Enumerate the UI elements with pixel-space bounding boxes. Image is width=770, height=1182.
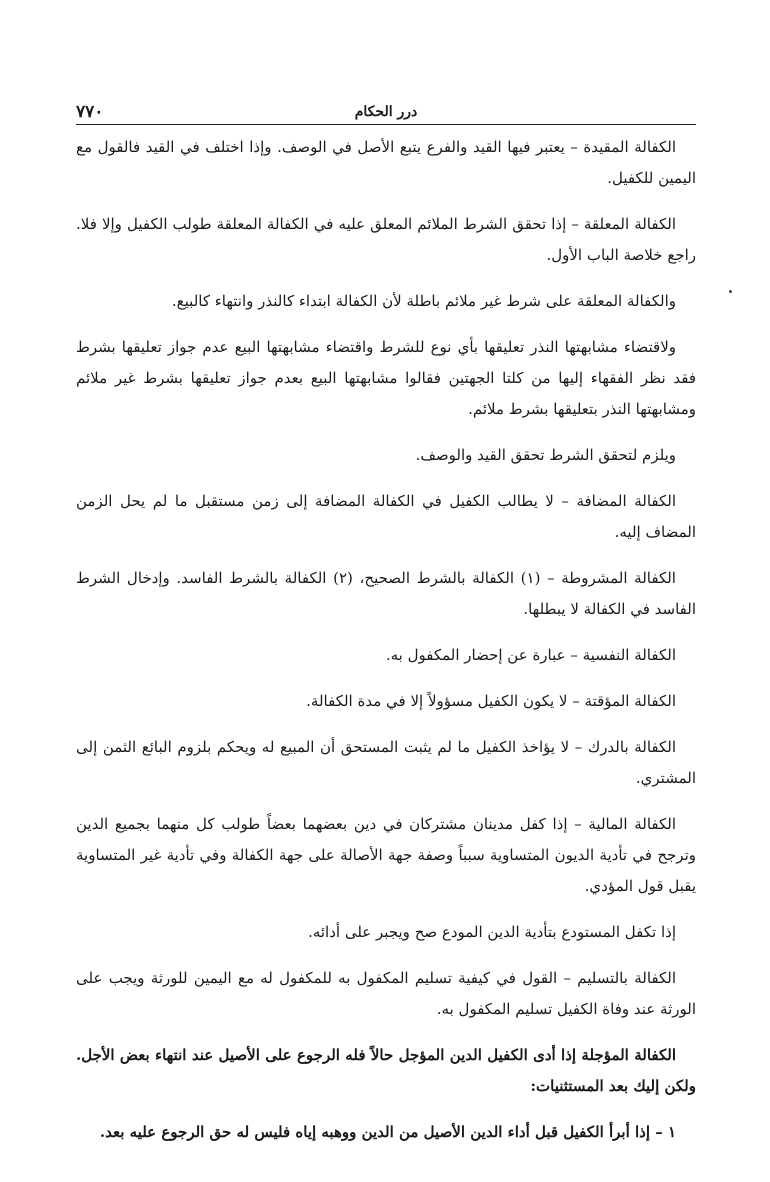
paragraph-deferred-guarantee: الكفالة المضافة – لا يطالب الكفيل في الكفالة المضافة إلى زمن مستقبل ما لم يحل الزمن المضاف إليه. xyxy=(76,492,696,541)
paragraph-delivery-guarantee: الكفالة بالتسليم – القول في كيفية تسليم المكفول به للمكفول له مع اليمين للورثة ويجب على الورثة عند وفاة الكفيل تسليم المكفول به. xyxy=(76,969,696,1018)
paragraph-personal-guarantee: الكفالة النفسية – عبارة عن إحضار المكفول به. xyxy=(385,646,676,664)
paragraph-restricted-guarantee: الكفالة المقيدة – يعتبر فيها القيد والفرع يتبع الأصل في الوصف. وإذا اختلف في القيد فالقول مع اليمين للكفيل. xyxy=(76,138,696,187)
paragraph-title-guarantee: الكفالة بالدرك – لا يؤاخذ الكفيل ما لم يثبت المستحق أن المبيع له ويحكم بلزوم البائع الثمن إلى المشتري. xyxy=(76,738,696,787)
page-body xyxy=(76,132,696,1163)
paragraph-condition-fulfillment: ويلزم لتحقق الشرط تحقق القيد والوصف. xyxy=(415,446,676,464)
book-title: درر الحكام xyxy=(354,104,418,120)
paragraph-deferred-payment-guarantee: الكفالة المؤجلة إذا أدى الكفيل الدين المؤجل حالاً فله الرجوع على الأصيل عند انتهاء بعض الأجل. ولكن إليك بعد المستثنيات: xyxy=(76,1046,696,1095)
margin-mark xyxy=(729,290,732,293)
paragraph-depositary-guarantee: إذا تكفل المستودع بتأدية الدين المودع صح ويجبر على أدائه. xyxy=(308,923,676,941)
header-rule xyxy=(76,124,696,125)
paragraph-stipulated-guarantee: الكفالة المشروطة – (١) الكفالة بالشرط الصحيح، (٢) الكفالة بالشرط الفاسد. وإدخال الشرط الفاسد في الكفالة لا يبطلها. xyxy=(76,569,696,618)
paragraph-conditional-guarantee: الكفالة المعلقة – إذا تحقق الشرط الملائم المعلق عليه في الكفالة المعلقة طولب الكفيل وإلا فلا. راجع خلاصة الباب الأول. xyxy=(76,215,696,264)
page-header xyxy=(76,94,696,124)
paragraph-vow-sale-analogy: ولاقتضاء مشابهتها النذر تعليقها بأي نوع للشرط واقتضاء مشابهتها البيع عدم جواز تعليقها بشرط فقد نظر الفقهاء إليها من كلتا الجهتين فقالوا مشابهتها البيع بعدم جواز تعليقها بشرط غير ملائم ومشابهتها النذر بتعليقها بشرط ملائم. xyxy=(76,338,696,418)
paragraph-invalid-condition: والكفالة المعلقة على شرط غير ملائم باطلة لأن الكفالة ابتداء كالنذر وانتهاء كالبيع. xyxy=(171,292,676,310)
page-number: ٧٧٠ xyxy=(76,102,104,122)
paragraph-exception-1: ١ – إذا أبرأ الكفيل قبل أداء الدين الأصيل من الدين ووهبه إياه فليس له حق الرجوع عليه بعد. xyxy=(99,1123,676,1141)
paragraph-temporary-guarantee: الكفالة المؤقتة – لا يكون الكفيل مسؤولاً إلا في مدة الكفالة. xyxy=(306,692,676,710)
paragraph-financial-guarantee: الكفالة المالية – إذا كفل مدينان مشتركان في دين بعضهما بعضاً طولب كل منهما بجميع الدين وترجح في تأدية الديون المتساوية سبباً وصفة جهة الأصالة على جهة الكفالة وفي تأدية غير المتساوية يقبل قول المؤدي. xyxy=(76,815,696,895)
